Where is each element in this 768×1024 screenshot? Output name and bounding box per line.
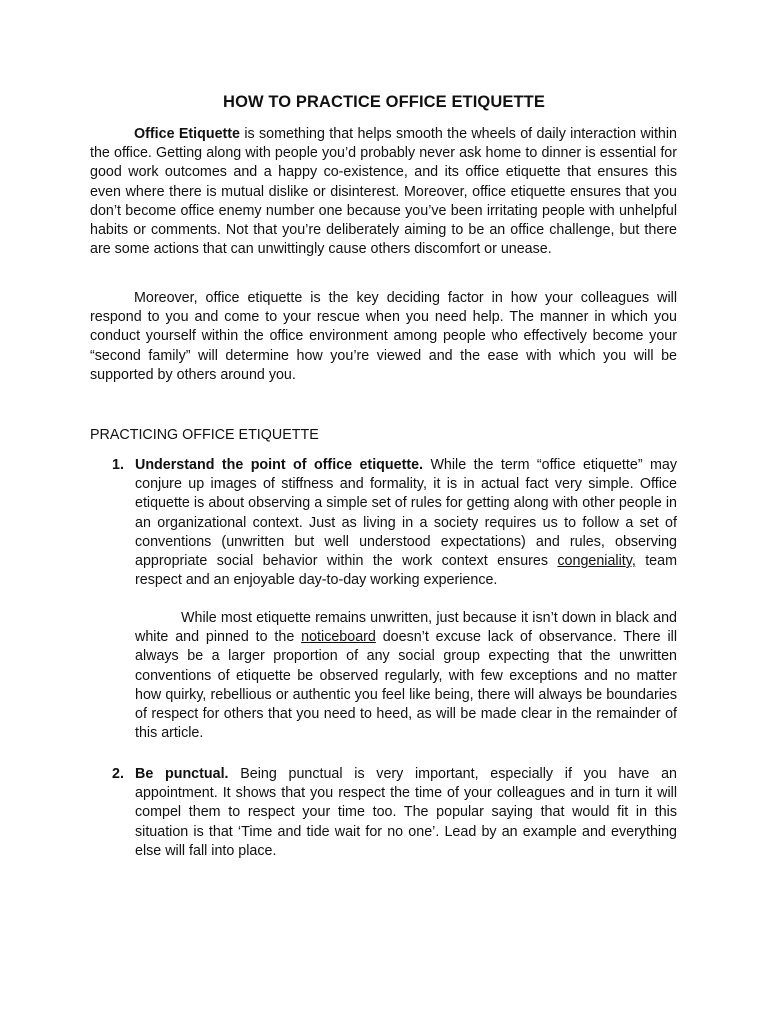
list-item-1-paragraph-2 <box>135 609 677 743</box>
list-item-1-para2-a: While most etiquette remains unwritten, just because it isn’t down in black and white and pinned to the <box>135 610 677 646</box>
document-title: HOW TO PRACTICE OFFICE ETIQUETTE <box>223 93 545 111</box>
congeniality-link[interactable]: congeniality, <box>557 553 636 570</box>
list-item-1-heading: Understand the point of office etiquette. <box>135 457 424 473</box>
list-item-1 <box>112 456 677 590</box>
list-item-1-number: 1. <box>112 457 124 473</box>
list-item-2-heading: Be punctual. <box>135 766 229 782</box>
intro-paragraph-1 <box>90 125 677 259</box>
list-item-2-number: 2. <box>112 766 124 782</box>
intro-bold-term: Office Etiquette <box>134 126 241 142</box>
list-item-1-text-b: team respect and an enjoyable day-to-day working experience. <box>135 553 677 589</box>
list-item-1-text-a: While the term “office etiquette” may conjure up images of stiffness and formality, it is in actual fact very simple. Office etiquette is about observing a simple set of rules for getting along with other people in an organizational context. Just as living in a society requires us to follow a set of conventions (unwritten but well understood expectations) and rules, observing appropriate social behavior within the work context ensures <box>135 457 677 570</box>
intro-paragraph-1-text: is something that helps smooth the wheels of daily interaction within the office. Getting along with people you’d probably never ask home to dinner is essential for good work outcomes and a happy co-existence, and its office etiquette that ensures this even where there is mutual dislike or disinterest. Moreover, office etiquette ensures that you don’t become office enemy number one because you’ve been irritating people with unhelpful habits or comments. Not that you’re deliberately aiming to be an office challenge, but there are some actions that can unwittingly cause others discomfort or unease. <box>90 126 678 258</box>
noticeboard-link[interactable]: noticeboard <box>301 629 376 646</box>
intro-paragraph-2: Moreover, office etiquette is the key deciding factor in how your colleagues will respond to you and come to your rescue when you need help. The manner in which you conduct yourself within the office environment among people who effectively become your “second family” will determine how you’re viewed and the ease with which you will be supported by others around you. <box>90 290 677 383</box>
list-item-2 <box>112 765 677 861</box>
list-item-1-para2-b: doesn’t excuse lack of observance. There ill always be a larger proportion of any social group expecting that the unwritten conventions of etiquette be observed regularly, with few exceptions and no matter how quirky, rebellious or authentic you feel like being, there will always be boundaries of respect for others that you need to heed, as will be made clear in the remainder of this article. <box>135 629 677 742</box>
list-item-2-text: Being punctual is very important, especially if you have an appointment. It shows that you respect the time of your colleagues and in turn it will compel them to respect your time too. The popular saying that would fit in this situation is that ‘Time and tide wait for no one’. Lead by an example and everything else will fall into place. <box>135 766 677 859</box>
section-heading: PRACTICING OFFICE ETIQUETTE <box>90 427 319 443</box>
